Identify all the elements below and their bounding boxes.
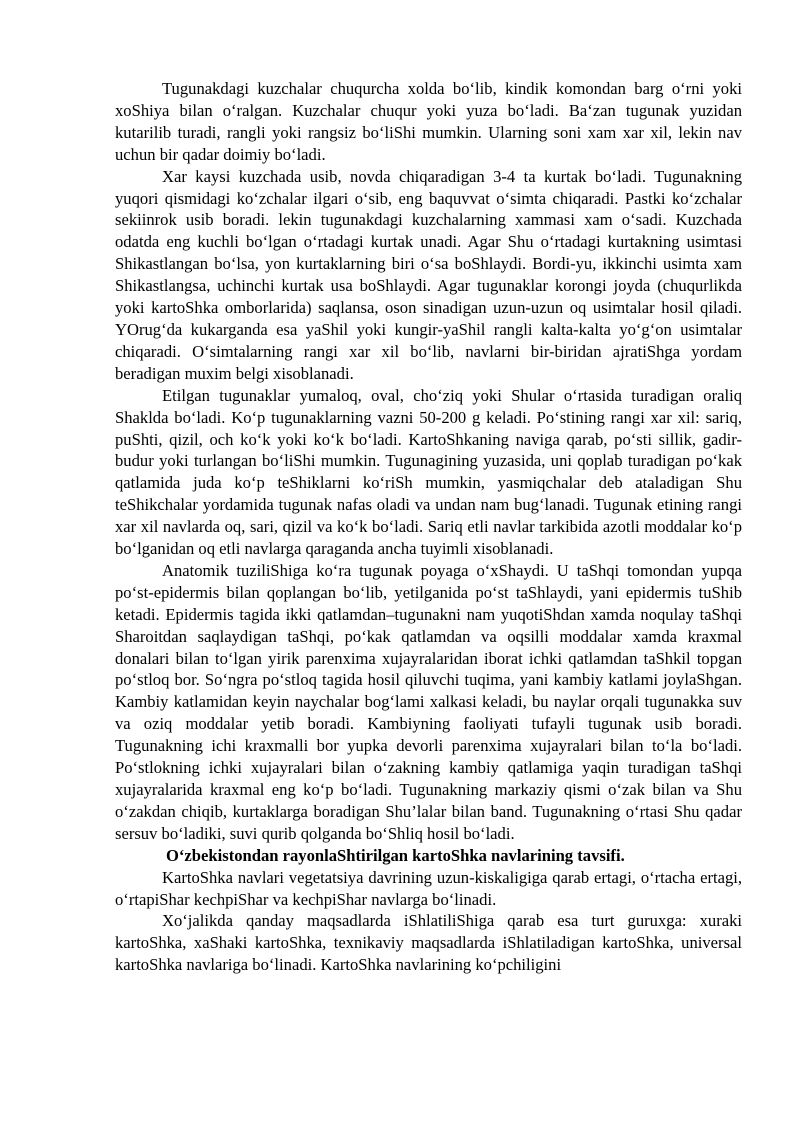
paragraph-vegetation: KartoShka navlari vegetatsiya davrining uzun-kiskaligiga qarab ertagi, oʻrtacha ertagi, oʻrtapiShar kechpiShar va kechpiShar navlarga boʻlinadi. xyxy=(115,867,742,909)
section-heading: Oʻzbekistondan rayonlaShtirilgan kartoShka navlarining tavsifi. xyxy=(166,845,625,865)
paragraph-tuber-shape: Etilgan tugunaklar yumaloq, oval, choʻziq yoki Shular oʻrtasida turadigan oraliq Shaklda boʻladi. Koʻp tugunaklarning vazni 50-200 g keladi. Poʻstining rangi xar xil: sariq, puShti, qizil, och koʻk yoki koʻk boʻladi. KartoShkaning naviga qarab, poʻsti sillik, gadir-budur yoki turlangan boʻliShi mumkin. Tugunagining yuzasida, uni qoplab turadigan poʻkak qatlamida juda koʻp teShiklarni koʻriSh mumkin, yasmiqchalar deb ataladigan Shu teShikchalar yordamida tugunak nafas oladi va undan nam bugʻlanadi. Tugunak etining rangi xar xil navlarda oq, sari, qizil va koʻk boʻladi. Sariq etli navlar tarkibida azotli moddalar koʻp boʻlganidan oq etli navlarga qaraganda ancha tuyimli xisoblanadi. xyxy=(115,385,742,559)
paragraph-eyes: Tugunakdagi kuzchalar chuqurcha xolda boʻlib, kindik komondan barg oʻrni yoki xoShiya bilan oʻralgan. Kuzchalar chuqur yoki yuza boʻladi. Baʻzan tugunak yuzidan kutarilib turadi, rangli yoki rangsiz boʻliShi mumkin. Ularning soni xam xar xil, lekin nav uchun bir qadar doimiy boʻladi. xyxy=(115,79,742,164)
paragraph-usage-groups: Xoʻjalikda qanday maqsadlarda iShlatiliShiga qarab esa turt guruxga: xuraki kartoShka, xaShaki kartoShka, texnikaviy maqsadlarda iShlatiladigan kartoShka, universal kartoShka navlariga boʻlinadi. KartoShka navlarining koʻpchiligini xyxy=(115,911,742,975)
paragraph-buds: Xar kaysi kuzchada usib, novda chiqaradigan 3-4 ta kurtak boʻladi. Tugunakning yuqori qismidagi koʻzchalar ilgari oʻsib, eng baquvvat oʻsimta chiqaradi. Pastki koʻzchalar sekiinrok usib boradi. lekin tugunakdagi kuzchalarning xammasi xam oʻsadi. Kuzchada odatda eng kuchli boʻlgan oʻrtadagi kurtak unadi. Agar Shu oʻrtadagi kurtakning usimtasi Shikastlangan boʻlsa, yon kurtaklarning biri oʻsa boShlaydi. Bordi-yu, ikkinchi usimta xam Shikastlangsa, uchinchi kurtak usa boShlaydi. Agar tugunaklar korongi joyda (chuqurlikda yoki kartoShka omborlarida) saqlansa, oson sinadigan uzun-uzun oq usimtalar hosil qiladi. YOrugʻda kukarganda esa yaShil yoki kungir-yaShil rangli kalta-kalta yoʻgʻon usimtalar chiqaradi. Oʻsimtalarning rangi xar xil boʻlib, navlarni bir-biridan ajratiShga yordam beradigan muxim belgi xisoblanadi. xyxy=(115,166,742,383)
paragraph-anatomy: Anatomik tuziliShiga koʻra tugunak poyaga oʻxShaydi. U taShqi tomondan yupqa poʻst-epidermis bilan qoplangan boʻlib, yetilganida poʻst taShlaydi, yani epidermis tuShib ketadi. Epidermis tagida ikki qatlamdan–tugunakni nam yuqotiShdan xamda noqulay taShqi Sharoitdan saqlaydigan taShqi, poʻkak qatlamdan va oqsilli moddalar xamda kraxmal donalari bilan toʻlgan yirik parenxima xujayralaridan iborat ichki qatlamdan taShkil topgan poʻstloq bor. Soʻngra poʻstloq tagida hosil qiluvchi tuqima, yani kambiy katlami joylaShgan. Kambiy katlamidan keyin naychalar bogʻlami xalkasi keladi, bu naylar orqali tugunakka suv va oziq moddalar yetib boradi. Kambiyning faoliyati tufayli tugunak usib boradi. Tugunakning ichi kraxmalli bor yupka devorli parenxima xujayralari bilan toʻla boʻladi. Poʻstlokning ichki xujayralari bilan oʻzakning kambiy qatlamiga yaqin turadigan taShqi xujayralarida kraxmal eng koʻp boʻladi. Tugunakning markaziy qismi oʻzak bilan va Shu oʻzakdan chiqib, kurtaklarga boradigan Shu’lalar bilan band. Tugunakning oʻrtasi Shu qadar sersuv boʻladiki, suvi qurib qolganda boʻShliq hosil boʻladi. xyxy=(115,560,742,843)
